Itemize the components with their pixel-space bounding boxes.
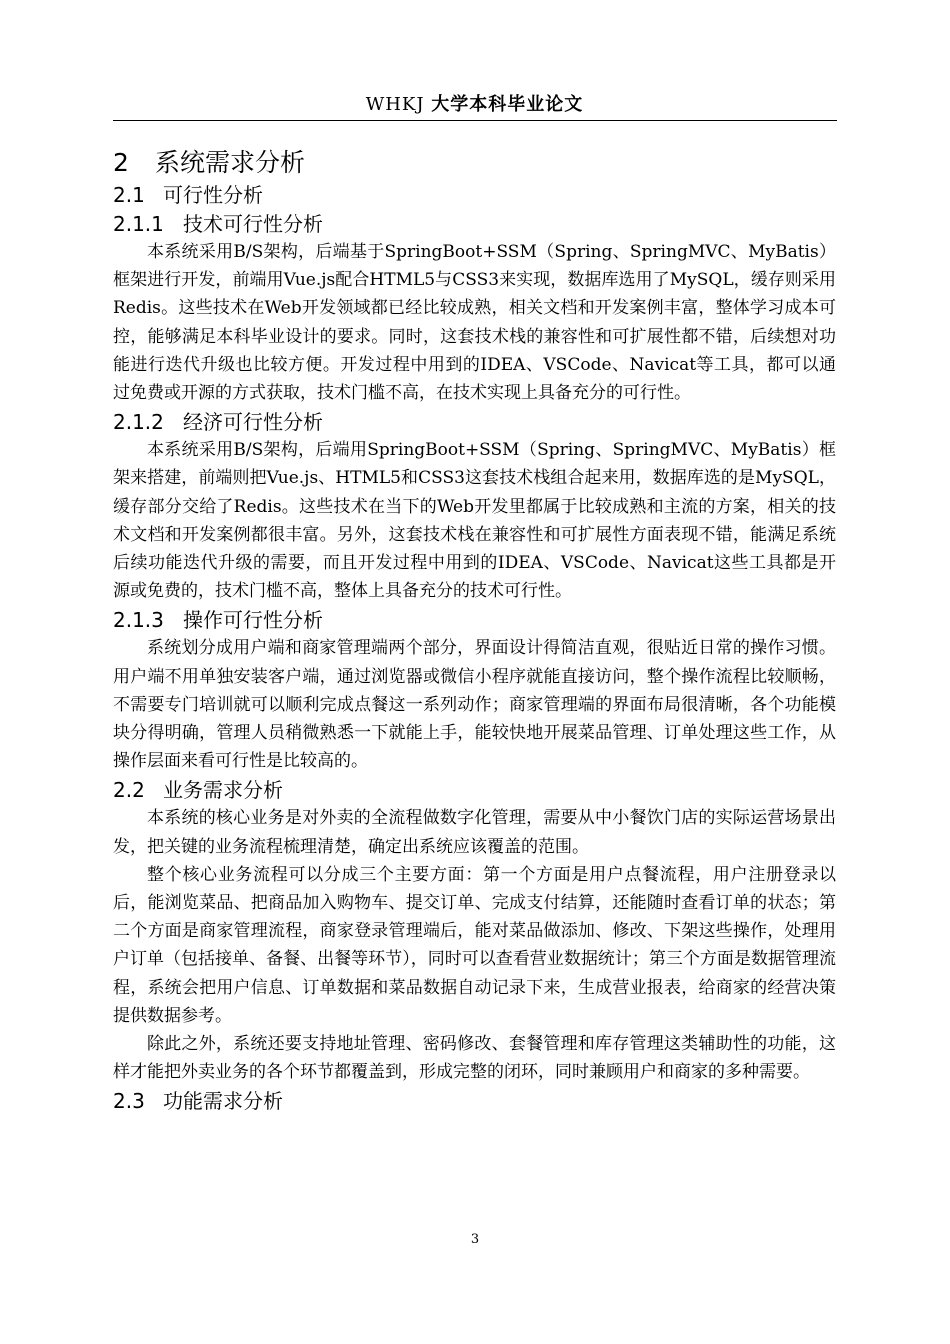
header-prefix: WHKJ [365, 94, 425, 115]
section-heading-2-1 [113, 180, 836, 209]
section-number: 2.1 [113, 183, 145, 207]
chapter-title: 系统需求分析 [155, 148, 306, 177]
header-title: 大学本科毕业论文 [431, 94, 584, 115]
running-header [113, 94, 836, 116]
section-heading-2-2 [113, 775, 836, 804]
paragraph-business-requirements-3: 除此之外，系统还要支持地址管理、密码修改、套餐管理和库存管理这类辅助性的功能，这样才能把外卖业务的各个环节都覆盖到，形成完整的闭环，同时兼顾用户和商家的多种需要。 [113, 1034, 836, 1083]
section-number: 2.3 [113, 1089, 145, 1114]
chapter-number: 2 [113, 148, 129, 177]
subsection-heading-2-1-2 [113, 407, 836, 436]
paragraph-economic-feasibility: 本系统采用B/S架构，后端用SpringBoot+SSM（Spring、SpringMVC、MyBatis）框架来搭建，前端则把Vue.js、HTML5和CSS3这套技术栈组合起来用，数据库选的是MySQL，缓存部分交给了Redis。这些技术在当下的Web开发里都属于比较成熟和主流的方案，相关的技术文档和开发案例都很丰富。另外，这套技术栈在兼容性和可扩展性方面表现不错，能满足系统后续功能迭代升级的需要，而且开发过程中用到的IDEA、VSCode、Navicat这些工具都是开源或免费的，技术门槛不高，整体上具备充分的技术可行性。 [113, 440, 836, 602]
paragraph-business-requirements-1: 本系统的核心业务是对外卖的全流程做数字化管理，需要从中小餐饮门店的实际运营场景出发，把关键的业务流程梳理清楚，确定出系统应该覆盖的范围。 [113, 808, 836, 857]
section-title: 功能需求分析 [163, 1089, 283, 1114]
section-number: 2.2 [113, 778, 145, 803]
paragraph-technical-feasibility: 本系统采用B/S架构，后端基于SpringBoot+SSM（Spring、SpringMVC、MyBatis）框架进行开发，前端用Vue.js配合HTML5与CSS3来实现，数据库选用了MySQL，缓存则采用Redis。这些技术在Web开发领域都已经比较成熟，相关文档和开发案例丰富，整体学习成本可控，能够满足本科毕业设计的要求。同时，这套技术栈的兼容性和可扩展性都不错，后续想对功能进行迭代升级也比较方便。开发过程中用到的IDEA、VSCode、Navicat等工具，都可以通过免费或开源的方式获取，技术门槛不高，在技术实现上具备充分的可行性。 [113, 242, 836, 404]
page-number: 3 [470, 1232, 480, 1247]
header-rule [113, 120, 837, 121]
paragraph-operational-feasibility: 系统划分成用户端和商家管理端两个部分，界面设计得简洁直观，很贴近日常的操作习惯。用户端不用单独安装客户端，通过浏览器或微信小程序就能直接访问，整个操作流程比较顺畅，不需要专门培训就可以顺利完成点餐这一系列动作；商家管理端的界面布局很清晰，各个功能模块分得明确，管理人员稍微熟悉一下就能上手，能较快地开展菜品管理、订单处理这些工作，从操作层面来看可行性是比较高的。 [113, 638, 836, 772]
subsection-heading-2-1-3 [113, 605, 836, 634]
chapter-heading [113, 144, 836, 180]
subsection-title: 操作可行性分析 [183, 608, 323, 633]
subsection-number: 2.1.2 [113, 410, 164, 435]
section-title: 可行性分析 [163, 183, 263, 207]
subsection-heading-2-1-1 [113, 209, 836, 238]
section-title: 业务需求分析 [163, 778, 283, 803]
section-heading-2-3 [113, 1086, 836, 1115]
subsection-title: 经济可行性分析 [183, 410, 323, 435]
subsection-title: 技术可行性分析 [183, 212, 323, 236]
page-body [113, 144, 836, 1115]
subsection-number: 2.1.3 [113, 608, 164, 633]
subsection-number: 2.1.1 [113, 212, 164, 236]
paragraph-business-requirements-2: 整个核心业务流程可以分成三个主要方面：第一个方面是用户点餐流程，用户注册登录以后，能浏览菜品、把商品加入购物车、提交订单、完成支付结算，还能随时查看订单的状态；第二个方面是商家管理流程，商家登录管理端后，能对菜品做添加、修改、下架这些操作，处理用户订单（包括接单、备餐、出餐等环节），同时可以查看营业数据统计；第三个方面是数据管理流程，系统会把用户信息、订单数据和菜品数据自动记录下来，生成营业报表，给商家的经营决策提供数据参考。 [113, 864, 836, 1026]
